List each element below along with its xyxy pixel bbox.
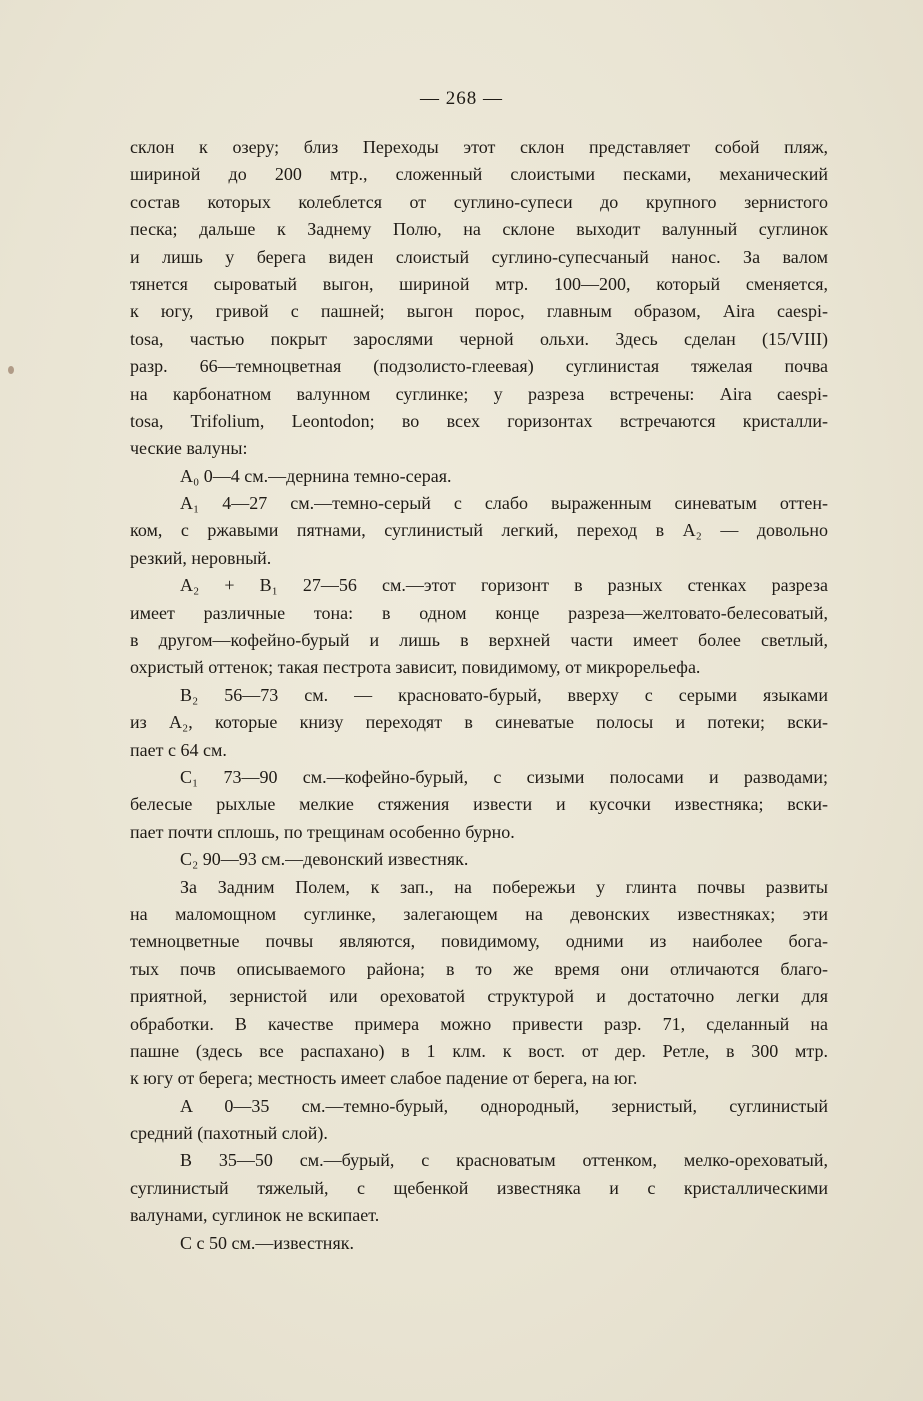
text-line: пашне (здесь все распахано) в 1 клм. к вост. от дер. Ретле, в 300 мтр. <box>130 1040 828 1061</box>
text-line: валунами, суглинок не вскипает. <box>130 1205 380 1226</box>
text-line: пает с 64 см. <box>130 739 227 760</box>
text-line: резкий, неровный. <box>130 547 272 568</box>
text-line: средний (пахотный слой). <box>130 1123 328 1144</box>
text-line: шириной до 200 мтр., сложенный слоистыми песками, механический <box>130 164 828 185</box>
text-line: B₂ 56—73 см. — красновато-бурый, вверху с серыми языками <box>180 684 828 705</box>
paper-stain <box>8 366 14 374</box>
text-line: из A₂, которые книзу переходят в синеватые полосы и потеки; вски- <box>130 712 828 733</box>
text-line: A₀ 0—4 см.—дернина темно-серая. <box>180 465 452 486</box>
text-line: A₂ + B₁ 27—56 см.—этот горизонт в разных стенках разреза <box>180 575 828 596</box>
text-line: A₁ 4—27 см.—темно-серый с слабо выраженным синеватым оттен- <box>180 493 828 514</box>
text-line: к югу, гривой с пашней; выгон порос, главным образом, Aira caespi- <box>130 301 828 322</box>
text-line: песка; дальше к Заднему Полю, на склоне выходит валунный суглинок <box>130 219 828 240</box>
text-line: тых почв описываемого района; в то же время они отличаются благо- <box>130 958 828 979</box>
text-line: в другом—кофейно-бурый и лишь в верхней части имеет более светлый, <box>130 630 828 651</box>
text-line: C с 50 см.—известняк. <box>180 1232 354 1253</box>
text-line: и лишь у берега виден слоистый суглино-супесчаный нанос. За валом <box>130 246 828 267</box>
text-line: имеет различные тона: в одном конце разреза—желтовато-белесоватый, <box>130 602 828 623</box>
text-line: tosa, частью покрыт зарослями черной ольхи. Здесь сделан (15/VIII) <box>130 328 828 349</box>
text-line: C₁ 73—90 см.—кофейно-бурый, с сизыми полосами и разводами; <box>180 766 828 787</box>
text-line: охристый оттенок; такая пестрота зависит, повидимому, от микрорельефа. <box>130 657 701 678</box>
text-line: B 35—50 см.—бурый, с красноватым оттенком, мелко-ореховатый, <box>180 1150 828 1171</box>
text-line: на карбонатном валунном суглинке; у разреза встречены: Aira caespi- <box>130 383 828 404</box>
text-line: C₂ 90—93 см.—девонский известняк. <box>180 849 469 870</box>
text-line: на маломощном суглинке, залегающем на девонских известняках; эти <box>130 903 828 924</box>
text-line: ком, с ржавыми пятнами, суглинистый легкий, переход в A₂ — довольно <box>130 520 828 541</box>
text-line: тянется сыроватый выгон, шириной мтр. 100—200, который сменяется, <box>130 273 828 294</box>
text-line: белесые рыхлые мелкие стяжения извести и кусочки известняка; вски- <box>130 794 828 815</box>
text-line: A 0—35 см.—темно-бурый, однородный, зернистый, суглинистый <box>180 1095 828 1116</box>
text-line: приятной, зернистой или ореховатой структурой и достаточно легки для <box>130 986 828 1007</box>
text-line: склон к озеру; близ Переходы этот склон представляет собой пляж, <box>130 137 828 157</box>
text-line: пает почти сплошь, по трещинам особенно бурно. <box>130 821 515 842</box>
text-line: За Задним Полем, к зап., на побережьи у глинта почвы развиты <box>180 876 828 897</box>
page-number: — 268 — <box>420 88 503 109</box>
text-line: обработки. В качестве примера можно привести разр. 71, сделанный на <box>130 1013 828 1034</box>
text-line: к югу от берега; местность имеет слабое падение от берега, на юг. <box>130 1068 638 1089</box>
text-line: темноцветные почвы являются, повидимому, одними из наиболее бога- <box>130 931 828 952</box>
text-line: разр. 66—темноцветная (подзолисто-глеевая) суглинистая тяжелая почва <box>130 356 828 377</box>
page-text <box>130 134 828 1257</box>
text-line: суглинистый тяжелый, с щебенкой известняка и с кристаллическими <box>130 1177 828 1198</box>
text-line: tosa, Trifolium, Leontodon; во всех горизонтах встречаются кристалли- <box>130 410 828 431</box>
text-line: состав которых колеблется от суглино-супеси до крупного зернистого <box>130 191 828 212</box>
text-line: ческие валуны: <box>130 438 248 459</box>
